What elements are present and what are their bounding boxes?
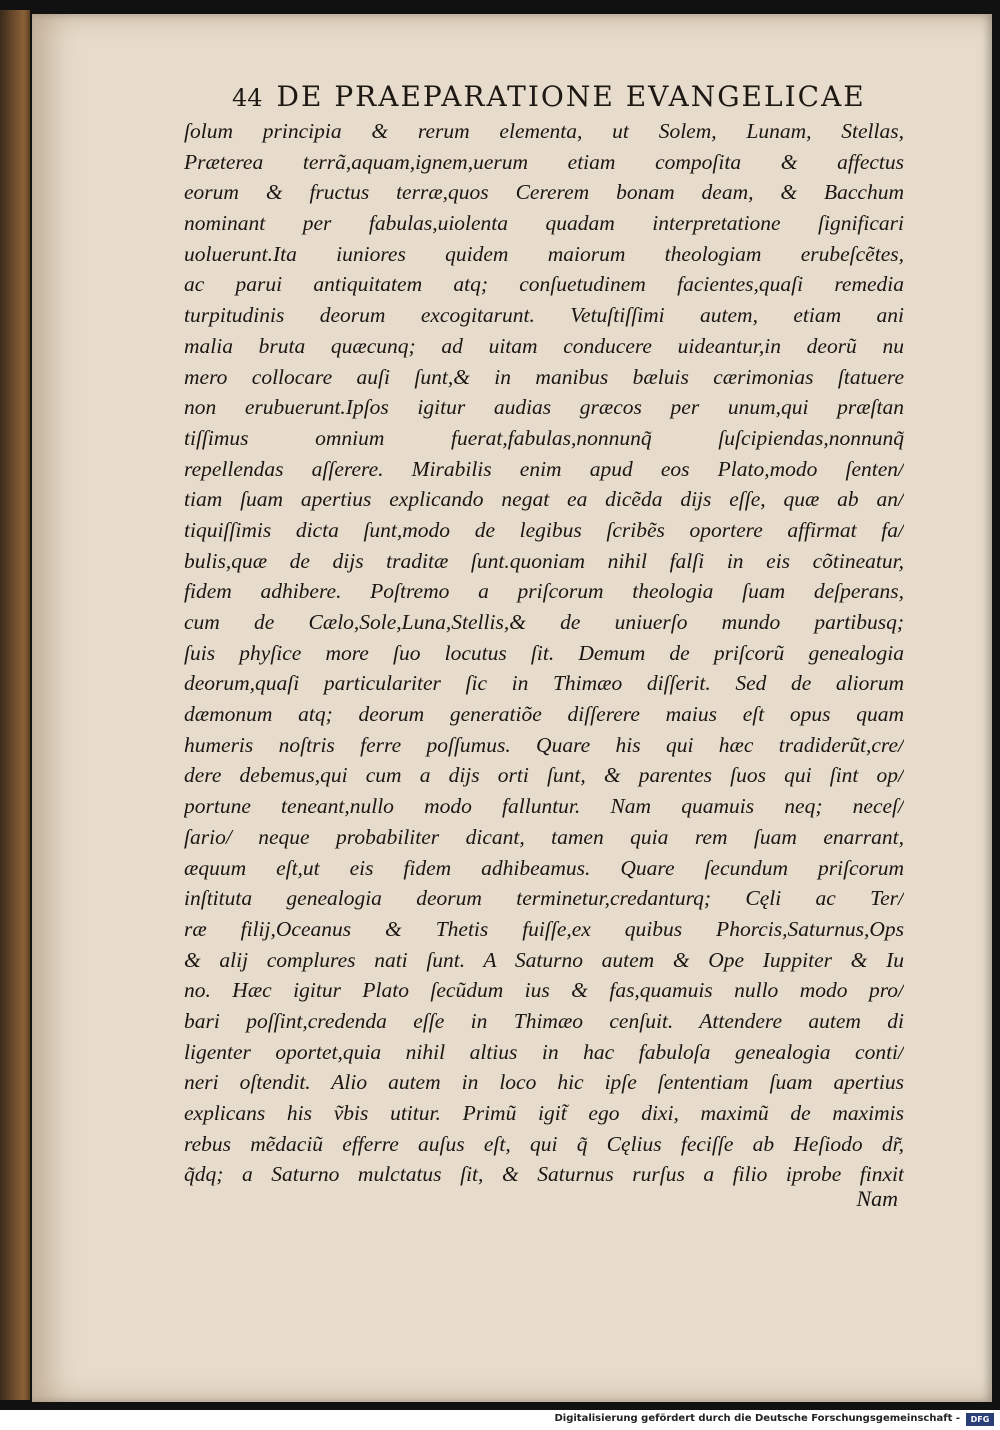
text-line: bulis,quæ de dijs traditæ ſunt.quoniam nihil falſi in eis cõtineatur, — [184, 548, 904, 573]
text-line: ſario/ neque probabiliter dicant, tamen quia rem ſuam enarrant, — [184, 824, 904, 849]
text-line: inſtituta genealogia deorum terminetur,credanturq; Cęli ac Ter/ — [184, 886, 904, 911]
text-line: ac parui antiquitatem atq; conſuetudinem facientes,quaſi remedia — [184, 272, 904, 297]
running-title: DE PRAEPARATIONE EVANGELICAE — [276, 80, 866, 113]
dfg-logo: DFG — [966, 1413, 994, 1426]
text-line: portune teneant,nullo modo falluntur. Nam quamuis neq; neceſ/ — [184, 794, 904, 819]
text-block — [184, 116, 904, 1190]
book-spine — [0, 10, 30, 1400]
text-line: malia bruta quæcunq; ad uitam conducere uideantur,in deorũ nu — [184, 333, 904, 358]
text-line: ræ filij,Oceanus & Thetis fuiſſe,ex quibus Phorcis,Saturnus,Ops — [184, 916, 904, 941]
text-line: dere debemus,qui cum a dijs orti ſunt, & parentes ſuos qui ſint op/ — [184, 763, 904, 788]
text-line: tiquiſſimis dicta ſunt,modo de legibus ſcribẽs oportere affirmat fa/ — [184, 517, 904, 542]
page-number: 44 — [232, 84, 263, 112]
text-line: turpitudinis deorum excogitarunt. Vetuſtiſſimi autem, etiam ani — [184, 303, 904, 328]
text-line: no. Hæc igitur Plato ſecũdum ius & fas,quamuis nullo modo pro/ — [184, 978, 904, 1003]
text-line: æquum eſt,ut eis fidem adhibeamus. Quare ſecundum priſcorum — [184, 855, 904, 880]
text-line: fidem adhibere. Poſtremo a priſcorum theologia ſuam deſperans, — [184, 579, 904, 604]
text-line: humeris noſtris ferre poſſumus. Quare his qui hæc tradiderũt,cre/ — [184, 732, 904, 757]
text-line: eorum & fructus terræ,quos Cererem bonam deam, & Bacchum — [184, 180, 904, 205]
text-line: non erubuerunt.Ipſos igitur audias græcos per unum,qui præſtan — [184, 395, 904, 420]
text-line: tiſſimus omnium fuerat,fabulas,nonnunq̃ ſuſcipiendas,nonnunq̃ — [184, 425, 904, 450]
catchword: Nam — [856, 1186, 898, 1211]
text-line: ſolum principia & rerum elementa, ut Solem, Lunam, Stellas, — [184, 119, 904, 143]
text-line: mero collocare auſi ſunt,& in manibus bæluis cærimonias ſtatuere — [184, 364, 904, 389]
running-head — [232, 80, 972, 113]
text-line: neri oſtendit. Alio autem in loco hic ipſe ſententiam ſuam apertius — [184, 1070, 904, 1095]
text-line: & alij complures nati ſunt. A Saturno autem & Ope Iuppiter & Iu — [184, 947, 904, 972]
text-line: dæmonum atq; deorum generatiõe diſſerere maius eſt opus quam — [184, 702, 904, 727]
text-line: Præterea terrã,aquam,ignem,uerum etiam compoſita & affectus — [184, 149, 904, 174]
text-line: rebus mẽdaciũ efferre auſus eſt, qui q̃ Cęlius feciſſe ab Heſiodo dr̃, — [184, 1131, 904, 1156]
footer-bar — [0, 1410, 1000, 1430]
text-line: uoluerunt.Ita iuniores quidem maiorum theologiam erubeſcẽtes, — [184, 241, 904, 266]
text-line: ſuis phyſice more ſuo locutus ſit. Demum de priſcorũ genealogia — [184, 640, 904, 665]
text-line: deorum,quaſi particulariter ſic in Thimæo diſſerit. Sed de aliorum — [184, 671, 904, 696]
text-line: repellendas aſſerere. Mirabilis enim apud eos Plato,modo ſenten/ — [184, 456, 904, 481]
text-line: tiam ſuam apertius explicando negat ea dicẽda dijs eſſe, quæ ab an/ — [184, 487, 904, 512]
text-line: explicans his ṽbis utitur. Primũ igit̃ ego dixi, maximũ de maximis — [184, 1101, 904, 1125]
text-line: bari poſſint,credenda eſſe in Thimæo cenſuit. Attendere autem di — [184, 1008, 904, 1033]
text-line: cum de Cælo,Sole,Luna,Stellis,& de uniuerſo mundo partibusq; — [184, 610, 904, 634]
text-line: q̃dq; a Saturno mulctatus ſit, & Saturnus rurſus a filio iprobe finxit — [184, 1162, 904, 1187]
digitization-credit: Digitalisierung gefördert durch die Deutsche Forschungsgemeinschaft - — [554, 1413, 960, 1424]
text-line: nominant per fabulas,uiolenta quadam interpretatione ſignificari — [184, 211, 904, 236]
text-line: ligenter oportet,quia nihil altius in hac fabuloſa genealogia conti/ — [184, 1039, 904, 1064]
